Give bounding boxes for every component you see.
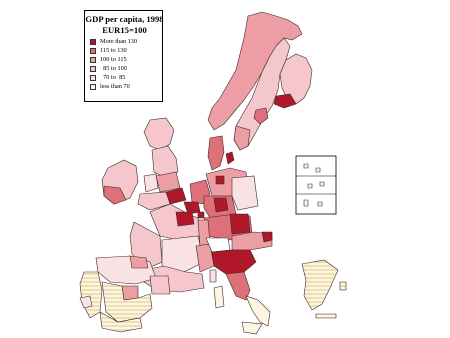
region-scotland [144, 118, 174, 150]
region-bavaria [230, 214, 250, 234]
region-vienna [262, 232, 272, 242]
legend-item [90, 64, 127, 73]
region-madrid [122, 286, 138, 300]
region-corsica [210, 270, 216, 282]
region-greece [302, 260, 338, 310]
legend-swatch [90, 75, 96, 81]
legend-swatch [90, 48, 96, 54]
region-ile-de-france [176, 212, 194, 226]
legend-label: less than 70 [100, 83, 130, 90]
region-denmark [208, 136, 224, 170]
region-italy-center [226, 272, 250, 300]
region-crete [316, 314, 336, 318]
overseas-inset-frame [296, 156, 336, 214]
legend-swatch [90, 84, 96, 90]
region-catalonia [150, 276, 170, 294]
legend-item [90, 82, 130, 91]
legend-label: More than 130 [100, 38, 138, 45]
region-luxembourg [198, 212, 204, 218]
region-hamburg [216, 176, 224, 184]
region-sardinia [214, 286, 224, 308]
legend-label: 70 to 85 [100, 74, 126, 81]
region-germany-east [232, 176, 258, 210]
legend-item [90, 37, 137, 46]
legend-label: 100 to 115 [100, 56, 127, 63]
region-sicily [242, 322, 262, 334]
legend-item [90, 55, 127, 64]
map-legend [84, 10, 163, 102]
region-hessen [214, 198, 228, 212]
region-greek-islands [340, 282, 346, 290]
legend-label: 115 to 130 [100, 47, 127, 54]
legend-title: GDP per capita, 1998 [85, 14, 164, 24]
legend-label: 85 to 100 [100, 65, 127, 72]
region-italy-north [212, 250, 256, 274]
legend-swatch [90, 39, 96, 45]
region-italy-south [246, 296, 270, 326]
region-midlands [156, 172, 180, 192]
region-copenhagen [226, 152, 234, 164]
region-sweden-south [234, 126, 250, 150]
region-lisbon [80, 296, 92, 308]
legend-swatch [90, 57, 96, 63]
legend-swatch [90, 66, 96, 72]
legend-subtitle: EUR15=100 [102, 25, 147, 35]
legend-item [90, 73, 125, 82]
region-portugal [80, 272, 102, 318]
legend-item [90, 46, 127, 55]
region-basque [130, 256, 148, 268]
